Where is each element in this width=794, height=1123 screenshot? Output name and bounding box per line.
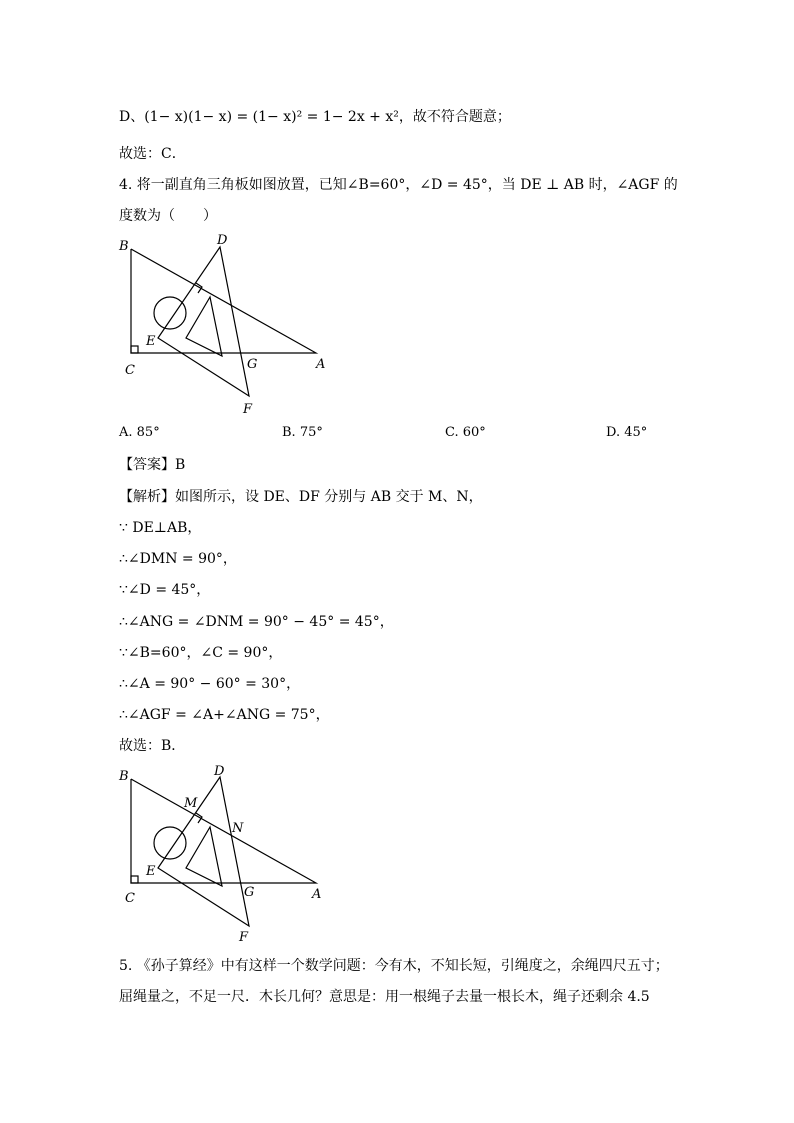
label-e: E	[146, 334, 156, 349]
step-5: ∵∠B=60°，∠C = 90°，	[119, 645, 283, 661]
circle-hole-2	[154, 827, 186, 859]
question-5-line-2: 屈绳量之，不足一尺．木长几何？意思是：用一根绳子去量一根长木，绳子还剩余 4.5	[119, 989, 650, 1005]
label-b: B	[119, 239, 129, 254]
label-c-2: C	[125, 891, 135, 906]
step-1: ∵ DE⊥AB，	[119, 520, 202, 536]
right-angle-m-2	[196, 813, 202, 823]
option-a: A. 85°	[119, 425, 160, 440]
question-4-stem: 4. 将一副直角三角板如图放置，已知∠B=60°，∠D = 45°，当 DE ⊥ AB 时，∠AGF 的	[119, 177, 678, 193]
label-d-2: D	[214, 764, 225, 779]
step-4: ∴∠ANG = ∠DNM = 90° − 45° = 45°，	[119, 614, 394, 630]
right-angle-c	[131, 346, 138, 353]
line-choose-c: 故选：C．	[119, 146, 186, 162]
label-f: F	[243, 402, 253, 417]
question-5-line-1: 5. 《孙子算经》中有这样一个数学问题：今有木，不知长短，引绳度之，余绳四尺五寸；	[119, 958, 669, 974]
circle-hole	[154, 297, 186, 329]
right-angle-m	[196, 283, 202, 293]
conclusion-b: 故选：B．	[119, 738, 186, 754]
inner-triangle-2	[186, 827, 222, 886]
label-m-2: M	[184, 796, 198, 811]
option-c: C. 60°	[445, 425, 486, 440]
answer-label: 【答案】B	[119, 457, 186, 473]
label-a: A	[316, 357, 326, 372]
step-3: ∵∠D = 45°，	[119, 582, 211, 598]
label-d: D	[217, 233, 228, 248]
inner-triangle	[186, 297, 222, 356]
label-c: C	[125, 363, 135, 378]
step-7: ∴∠AGF = ∠A+∠ANG = 75°，	[119, 707, 330, 723]
triangle-def	[158, 247, 249, 396]
right-angle-c-2	[131, 876, 138, 883]
option-d: D. 45°	[606, 425, 648, 440]
step-2: ∴∠DMN = 90°，	[119, 551, 237, 567]
label-g-2: G	[244, 885, 255, 900]
triangle-abc	[131, 249, 316, 353]
label-f-2: F	[239, 930, 249, 945]
triangle-def-2	[158, 777, 249, 926]
analysis-intro: 【解析】如图所示，设 DE、DF 分别与 AB 交于 M、N，	[119, 489, 483, 505]
label-a-2: A	[312, 887, 322, 902]
label-b-2: B	[119, 769, 129, 784]
label-n-2: N	[232, 821, 244, 836]
step-6: ∴∠A = 90° − 60° = 30°，	[119, 676, 301, 692]
line-d-option-review: D、(1− x)(1− x) = (1− x)² = 1− 2x + x²，故不符合题意；	[119, 109, 511, 125]
option-b: B. 75°	[282, 425, 323, 440]
label-e-2: E	[146, 864, 156, 879]
label-g: G	[247, 357, 258, 372]
question-4-stem-cont: 度数为（ ）	[119, 208, 217, 224]
triangle-abc-2	[131, 779, 316, 883]
